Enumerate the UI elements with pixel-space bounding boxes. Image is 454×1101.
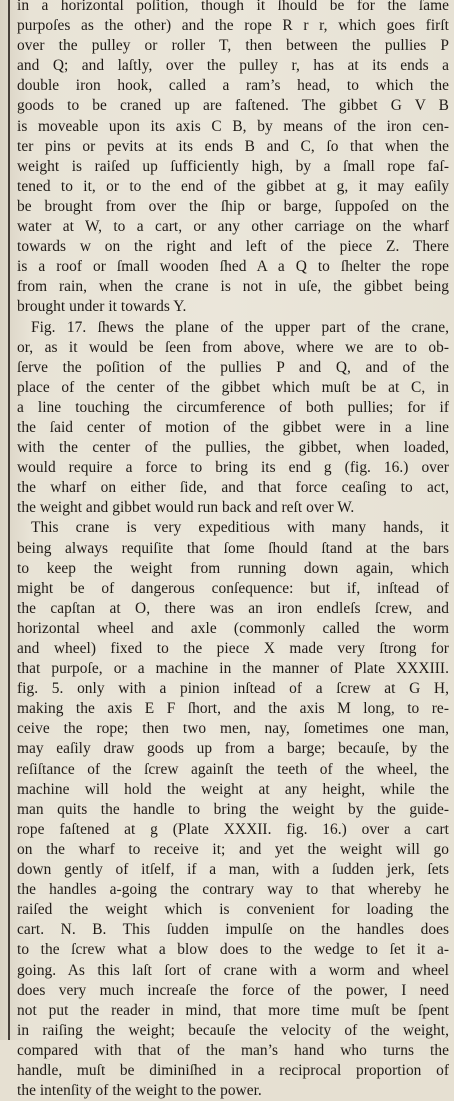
text-line: the ſaid center of motion of the gibbet were in a line bbox=[17, 418, 449, 436]
text-line: and Q; and laſtly, over the pulley r, has at its ends a bbox=[17, 57, 449, 75]
text-line: that purpoſe, or a machine in the manner of Plate XXXIII. bbox=[17, 660, 449, 678]
text-line: in raiſing the weight; becauſe the velocity of the weight, bbox=[17, 1021, 449, 1039]
text-line: the intenſity of the weight to the power. bbox=[17, 1082, 262, 1100]
body-text bbox=[17, 0, 449, 1101]
text-line: This crane is very expeditious with many hands, it bbox=[31, 519, 449, 537]
text-line: horizontal wheel and axle (commonly called the worm bbox=[17, 619, 449, 637]
text-line: purpoſes as the other) and the rope R r r, which goes firſt bbox=[17, 17, 449, 35]
text-line: towards w on the right and left of the piece Z. There bbox=[17, 238, 449, 256]
text-line: the weight and gibbet would run back and reſt over W. bbox=[17, 499, 355, 517]
text-line: over the pulley or roller T, then between the pullies P bbox=[17, 37, 449, 55]
text-line: would require a force to bring its end g (fig. 16.) over bbox=[17, 459, 449, 477]
text-line: does very much increaſe the force of the power, I need bbox=[17, 981, 449, 999]
text-line: ſerve the poſition of the pullies P and Q, and of the bbox=[17, 358, 449, 376]
text-line: raiſed the weight which is convenient for loading the bbox=[17, 901, 449, 919]
text-line: the handles a-going the contrary way to that whereby he bbox=[17, 881, 449, 899]
text-line: the capſtan at O, there was an iron endleſs ſcrew, and bbox=[17, 599, 449, 617]
text-line: down gently of itſelf, if a man, with a ſudden jerk, ſets bbox=[17, 861, 449, 879]
text-line: to keep the weight from running down again, which bbox=[17, 559, 449, 577]
text-line: making the axis E F ſhort, and the axis M long, to re- bbox=[17, 700, 449, 718]
text-line: being always requiſite that ſome ſhould ſtand at the bars bbox=[17, 539, 449, 557]
text-line: from rain, when the crane is not in uſe, the gibbet being bbox=[17, 278, 449, 296]
text-line: Fig. 17. ſhews the plane of the upper part of the crane, bbox=[31, 318, 449, 336]
text-line: going. As this laſt ſort of crane with a worm and wheel bbox=[17, 961, 449, 979]
text-line: a line touching the circumference of both pullies; for if bbox=[17, 398, 449, 416]
text-line: reſiſtance of the ſcrew againſt the teeth of the wheel, the bbox=[17, 760, 449, 778]
text-line: or, as it would be ſeen from above, where we are to ob- bbox=[17, 338, 449, 356]
text-line: on the wharf to receive it; and yet the weight will go bbox=[17, 840, 449, 858]
text-line: brought under it towards Y. bbox=[17, 298, 187, 316]
text-line: goods to be craned up are faſtened. The gibbet G V B bbox=[17, 97, 449, 115]
text-line: man quits the handle to bring the weight by the guide- bbox=[17, 800, 449, 818]
text-line: the wharf on either ſide, and that force ceaſing to act, bbox=[17, 479, 449, 497]
text-line: cart. N. B. This ſudden impulſe on the handles does bbox=[17, 921, 449, 939]
text-line: not put the reader in mind, that more time muſt be ſpent bbox=[17, 1001, 449, 1019]
text-line: fig. 5. only with a pinion inſtead of a ſcrew at G H, bbox=[17, 680, 449, 698]
text-line: rope faſtened at g (Plate XXXII. fig. 16.) over a cart bbox=[17, 820, 449, 838]
text-line: compared with that of the man’s hand who turns the bbox=[17, 1041, 449, 1059]
text-line: machine will hold the weight at any height, while the bbox=[17, 780, 449, 798]
text-line: ter pins or pevits at its ends B and C, ſo that when the bbox=[17, 137, 449, 155]
text-line: might be of dangerous conſequence: but if, inſtead of bbox=[17, 579, 449, 597]
text-line: and wheel) fixed to the piece X made very ſtrong for bbox=[17, 640, 449, 657]
text-line: is a roof or ſmall wooden ſhed A a Q to ſhelter the rope bbox=[17, 258, 449, 276]
text-line: place of the center of the gibbet which muſt be at C, in bbox=[17, 378, 449, 396]
text-line: weight is raiſed up ſufficiently high, by a ſmall rope faſ- bbox=[17, 157, 449, 175]
text-line: in a horizontal poſition, though it ſhould be for the ſame bbox=[17, 0, 449, 14]
text-line: with the center of the pullies, the gibbet, when loaded, bbox=[17, 439, 449, 457]
text-line: handle, muſt be diminiſhed in a reciprocal proportion of bbox=[17, 1061, 449, 1079]
text-line: to the ſcrew what a blow does to the wedge to ſet it a- bbox=[17, 941, 449, 959]
margin-rule bbox=[8, 0, 10, 1040]
text-line: may eaſily draw goods up from a barge; becauſe, by the bbox=[17, 740, 449, 758]
text-line: be brought from over the ſhip or barge, ſuppoſed on the bbox=[17, 197, 449, 215]
text-line: ceive the rope; then two men, nay, ſometimes one man, bbox=[17, 720, 449, 738]
text-line: is moveable upon its axis C B, by means of the iron cen- bbox=[17, 117, 449, 135]
text-line: tened to it, or to the end of the gibbet at g, it may eaſily bbox=[17, 177, 449, 195]
text-line: double iron hook, called a ram’s head, to which the bbox=[17, 77, 449, 95]
text-line: water at W, to a cart, or any other carriage on the wharf bbox=[17, 218, 449, 236]
